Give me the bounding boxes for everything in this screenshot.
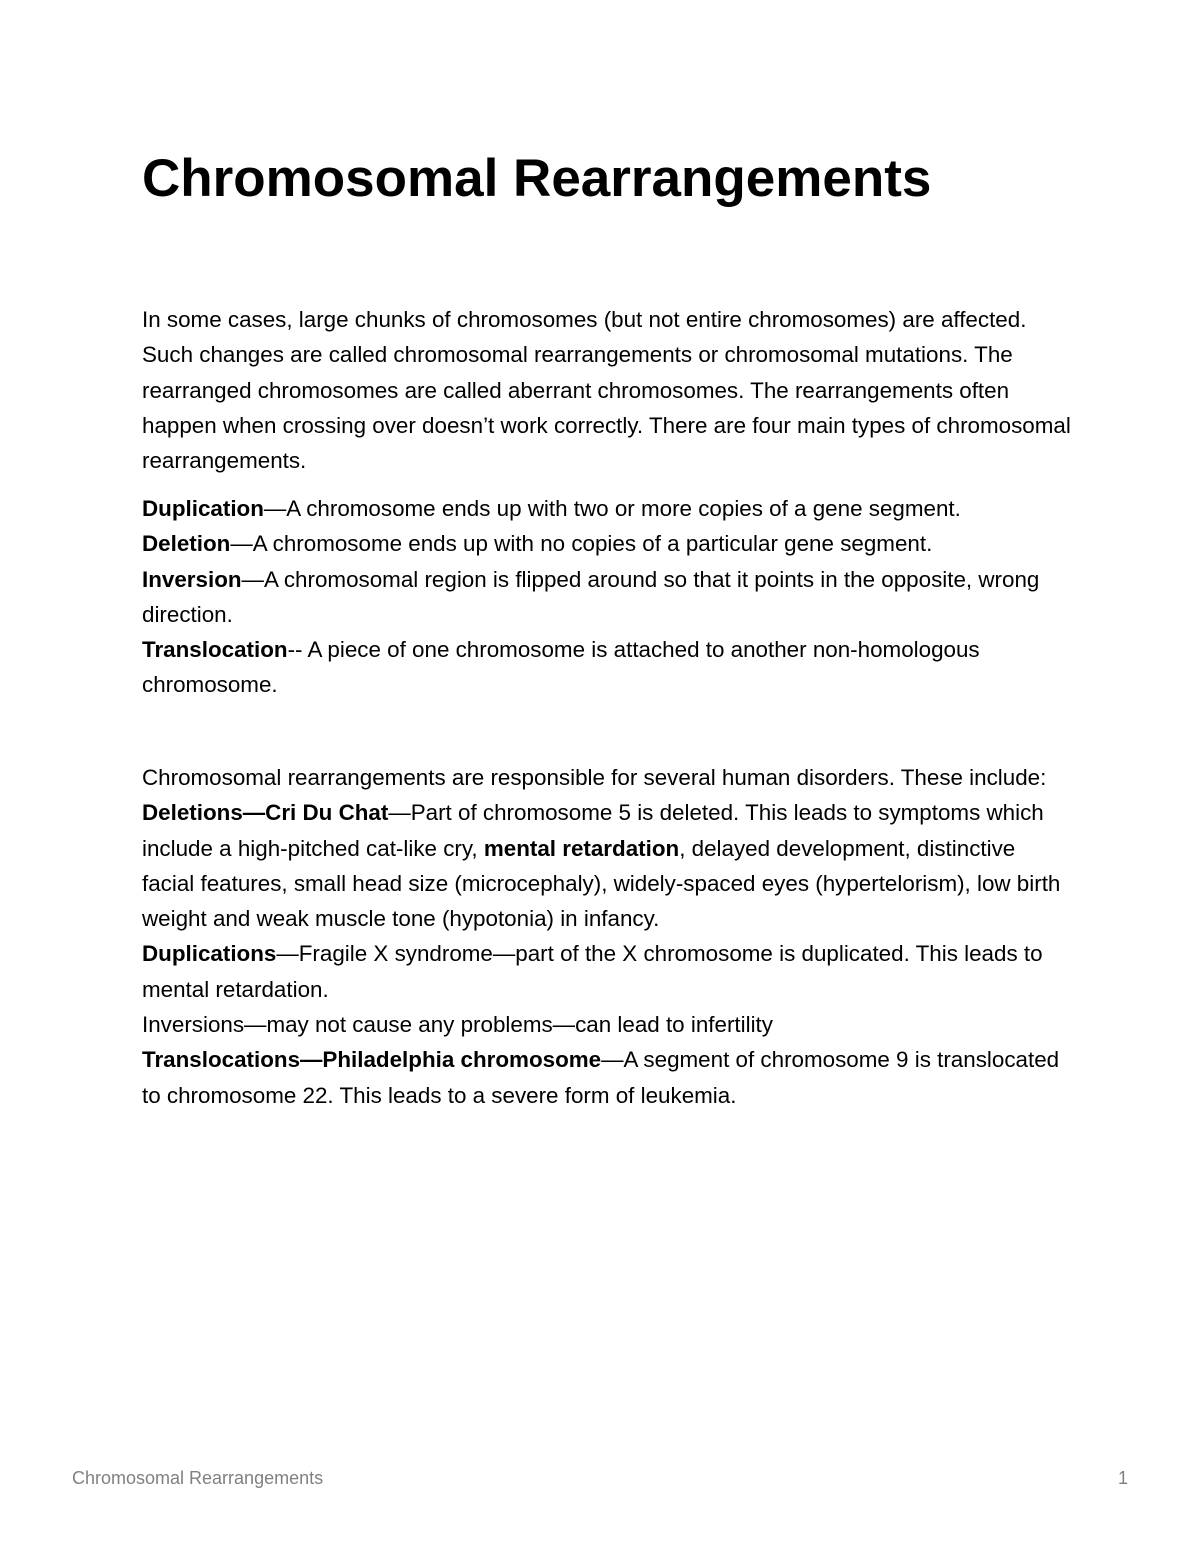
type-inversion (142, 562, 1072, 633)
type-translocation (142, 632, 1072, 703)
disorder-deletions-text-2: , delayed development, distinctive facial features, small head size (microcephaly), widely-spaced eyes (hypertelorism), low birth weight and weak muscle tone (hypotonia) in infancy. (142, 835, 1061, 932)
term-duplication: Duplication (142, 496, 264, 521)
definition-duplication: —A chromosome ends up with two or more copies of a gene segment. (263, 496, 961, 521)
disorder-deletions-emphasis: mental retardation (483, 835, 680, 861)
disorder-translocations-text: —A segment of chromosome 9 is translocated to chromosome 22. This leads to a severe form of leukemia. (142, 1047, 1060, 1108)
footer-page-number: 1 (1117, 1468, 1128, 1488)
disorder-deletions (142, 795, 1072, 936)
disorder-inversions: Inversions—may not cause any problems—can lead to infertility (142, 1012, 773, 1038)
disorder-duplications-text: —Fragile X syndrome—part of the X chromosome is duplicated. This leads to mental retardation. (142, 941, 1043, 1002)
definition-deletion: —A chromosome ends up with no copies of a particular gene segment. (230, 531, 933, 557)
definition-translocation: -- A piece of one chromosome is attached to another non-homologous chromosome. (142, 637, 980, 698)
footer-title: Chromosomal Rearrangements (72, 1468, 324, 1488)
disorder-translocations (142, 1042, 1072, 1113)
type-duplication (142, 491, 1072, 526)
disorder-translocations-term: Translocations—Philadelphia chromosome (142, 1047, 602, 1073)
disorders-intro: Chromosomal rearrangements are responsible for several human disorders. These include: (142, 765, 1047, 790)
intro-section (142, 302, 1072, 478)
term-deletion: Deletion (142, 531, 231, 557)
rearrangement-types-list (142, 491, 1072, 703)
disorder-deletions-text-1: —Part of chromosome 5 is deleted. This leads to symptoms which include a high-pitched cat-like cry, (142, 800, 1044, 861)
term-inversion: Inversion (142, 566, 242, 592)
term-translocation: Translocation (142, 637, 288, 663)
disorder-duplications (142, 936, 1072, 1007)
disorders-section (142, 760, 1072, 1113)
intro-paragraph: In some cases, large chunks of chromosomes (but not entire chromosomes) are affected. Such changes are called chromosomal rearrangements or chromosomal mutations. The rearranged chromosomes are called aberrant chromosomes. The rearrangements often happen when crossing over doesn’t work correctly. There are four main types of chromosomal rearrangements. (142, 307, 1071, 474)
disorder-duplications-term: Duplications (142, 941, 277, 967)
definition-inversion: —A chromosomal region is flipped around so that it points in the opposite, wrong direction. (142, 566, 1040, 627)
page-title: Chromosomal Rearrangements (142, 149, 932, 208)
type-deletion (142, 526, 1072, 561)
disorder-deletions-term: Deletions—Cri Du Chat (142, 800, 389, 826)
